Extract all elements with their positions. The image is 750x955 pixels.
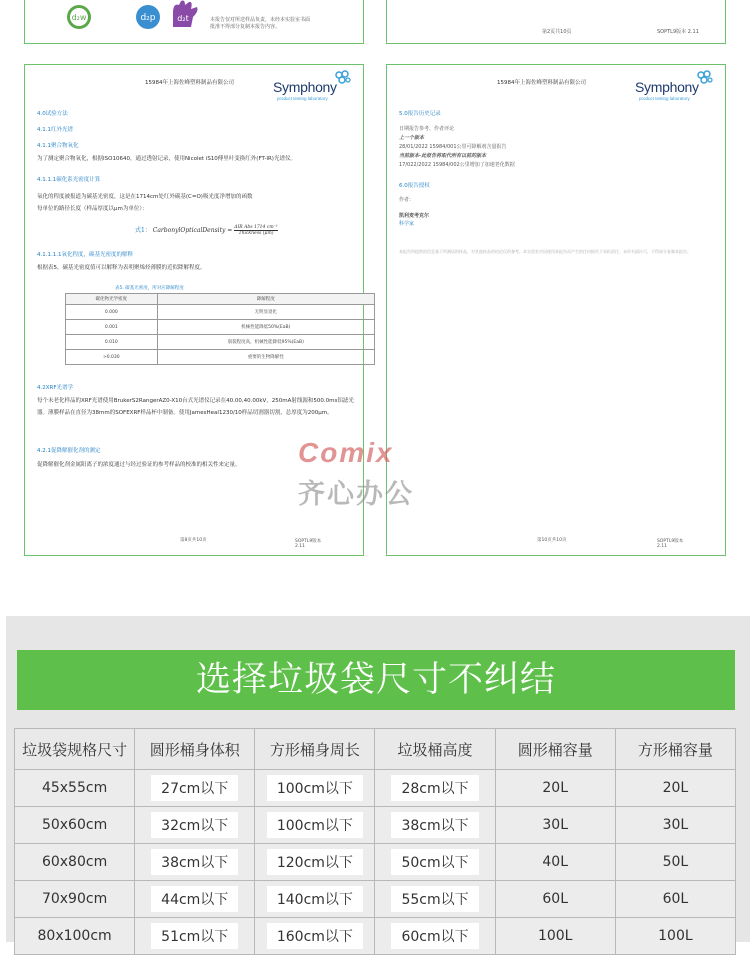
svg-text:d₂t: d₂t [177,14,189,23]
page-number: 第10页共10页 [537,538,567,543]
paragraph: 每个未老化样品的XRF光谱使用BrukerS2RangerAZ0-X10台式光谱仪记录在40.00,40.00kV，250mA射线源和500.0ms铝滤光器。薄膜样品在直径为38mm的SOFEXRF样品杯中制备。使用JamesHeal1230/10样品切割器切割，总厚度为200μm。 [37,398,354,416]
section-title: 4.0试验方法 [37,111,68,117]
subsection-title: 4.1.1.1碳化系光密度计算 [37,177,101,183]
svg-text:d₂p: d₂p [140,13,156,23]
version-label: SOPTL9版本 2.11 [295,539,322,549]
column-header: 圆形桶容量 [495,729,615,770]
d2t-logo-icon [167,0,201,29]
table-row: 80x100cm 51cm以下 160cm以下 60cm以下 100L 100L [15,918,736,955]
section-title: 4.1.1红外光谱 [37,127,73,133]
author-name: 凯利麦考克尔 [399,213,430,219]
logo-wordmark: Symphony [273,79,337,95]
subsection-title: 4.1.1.1.1氧化程度，碳基光密度的解释 [37,252,133,258]
history-block: 日期报告参考、作者评论 上一个版本 28/01/2022 15984/001公里可降解剂含量报告 当前版本-此报告将取代所有以前的版本 17/022/2022 15984/002公里增加了加速老化数据 [399,126,515,168]
note-line: 本报告仅对所送样品负责，未经本实验室书面 [210,17,311,23]
page-number: 第8页共10页 [180,538,207,543]
d2w-logo-icon [65,3,93,31]
column-header: 方形桶身周长 [255,729,375,770]
d2p-logo-icon [133,3,163,31]
column-header: 圆形桶身体积 [135,729,255,770]
degradation-table: 碳化物光学密度 降解程度 0.000 无明显退化 0.001 机械性能降低50%(EaB) 0.010 崩裂程度高，机械性能降低95%(EaB) >0.030 重要的生物降解性 [65,293,375,365]
watermark-brand: Comix [298,437,394,468]
paragraph: 为了测定聚合物氧化，根据ISO10640，通过透射记录，使用Nicolet iS10傅里叶变换红外(FT-IR)光谱仪。 [37,156,296,162]
author-label: 作者： [399,197,415,203]
table-row: 60x80cm 38cm以下 120cm以下 50cm以下 40L 50L [15,844,736,881]
table-caption: 表5. 碳基光密度，所对应降解程度 [115,286,184,291]
symphony-logo [635,69,715,105]
paragraph: 氧化的程度被报道为碳基光密度，这是在1714cm处红外碳基(C=O)吸光度净增加的函数 每单位的路径长度（样品厚度以μm为单位）： [37,194,253,212]
logo-wordmark: Symphony [635,79,699,95]
banner-title: 选择垃圾袋尺寸不纠结 [195,660,556,700]
author-title: 科学家 [399,221,415,227]
size-guide-table [14,728,736,955]
table-row: 50x60cm 32cm以下 100cm以下 38cm以下 30L 30L [15,807,736,844]
logo-subtitle: product testing laboratory [639,96,690,101]
company-header: 15984年上海佐峰塑料制品有限公司 [497,80,586,86]
column-header: 垃圾桶高度 [375,729,495,770]
top-left-report-page [24,0,364,44]
svg-text:d₂w: d₂w [71,13,87,22]
table-header-row [15,729,736,770]
watermark-brand-cn: 齐心办公 [298,479,414,510]
table-row: 45x55cm 27cm以下 100cm以下 28cm以下 20L 20L [15,770,736,807]
logo-subtitle: product testing laboratory [277,96,328,101]
company-header: 15984年上海佐峰塑料制品有限公司 [145,80,234,86]
subsection-title: 4.2.1促降解催化剂的测定 [37,448,101,454]
section-title: 4.1.1聚合物氧化 [37,143,79,149]
column-header: 垃圾袋规格尺寸 [15,729,135,770]
subsection-title: 4.2XRF光谱学 [37,385,73,391]
version-label: SOPTL9版本 2.11 [657,539,684,549]
top-right-report-page [386,0,726,44]
page-number: 第2页共10页 [542,29,572,35]
table-row: 70x90cm 44cm以下 140cm以下 55cm以下 60L 60L [15,881,736,918]
paragraph: 促降解催化剂金属阳离子的浓度通过与经过验证的参考样品的校准的相关性来定量。 [37,462,241,468]
comix-watermark [298,437,458,510]
paragraph: 根据表5，碳基光密度值可以解释为表明聚烯烃薄膜的近似降解程度。 [37,265,206,271]
formula: 式1： CarbonylOpticalDensity = ΔIR Abs 1714 cm⁻¹ Thickness (μm) [135,225,278,236]
column-header: 方形桶容量 [615,729,735,770]
note-line: 批准不得部分复制本报告内容。 [210,24,281,30]
symphony-logo [273,69,353,105]
section-title: 5.0报告历史记录 [399,111,441,117]
section-title: 6.0报告授权 [399,183,430,189]
report-note [210,17,350,31]
version-label: SOPTL9版本 2.11 [657,29,699,35]
disclaimer: 本报告所提供的信息基于所测试的样品，对其他样品的结论仅供参考。本实验室对因使用本报告而产生的任何损失不承担责任。未经书面许可，不得部分复制本报告。 [399,249,691,254]
size-guide-banner [17,650,735,710]
